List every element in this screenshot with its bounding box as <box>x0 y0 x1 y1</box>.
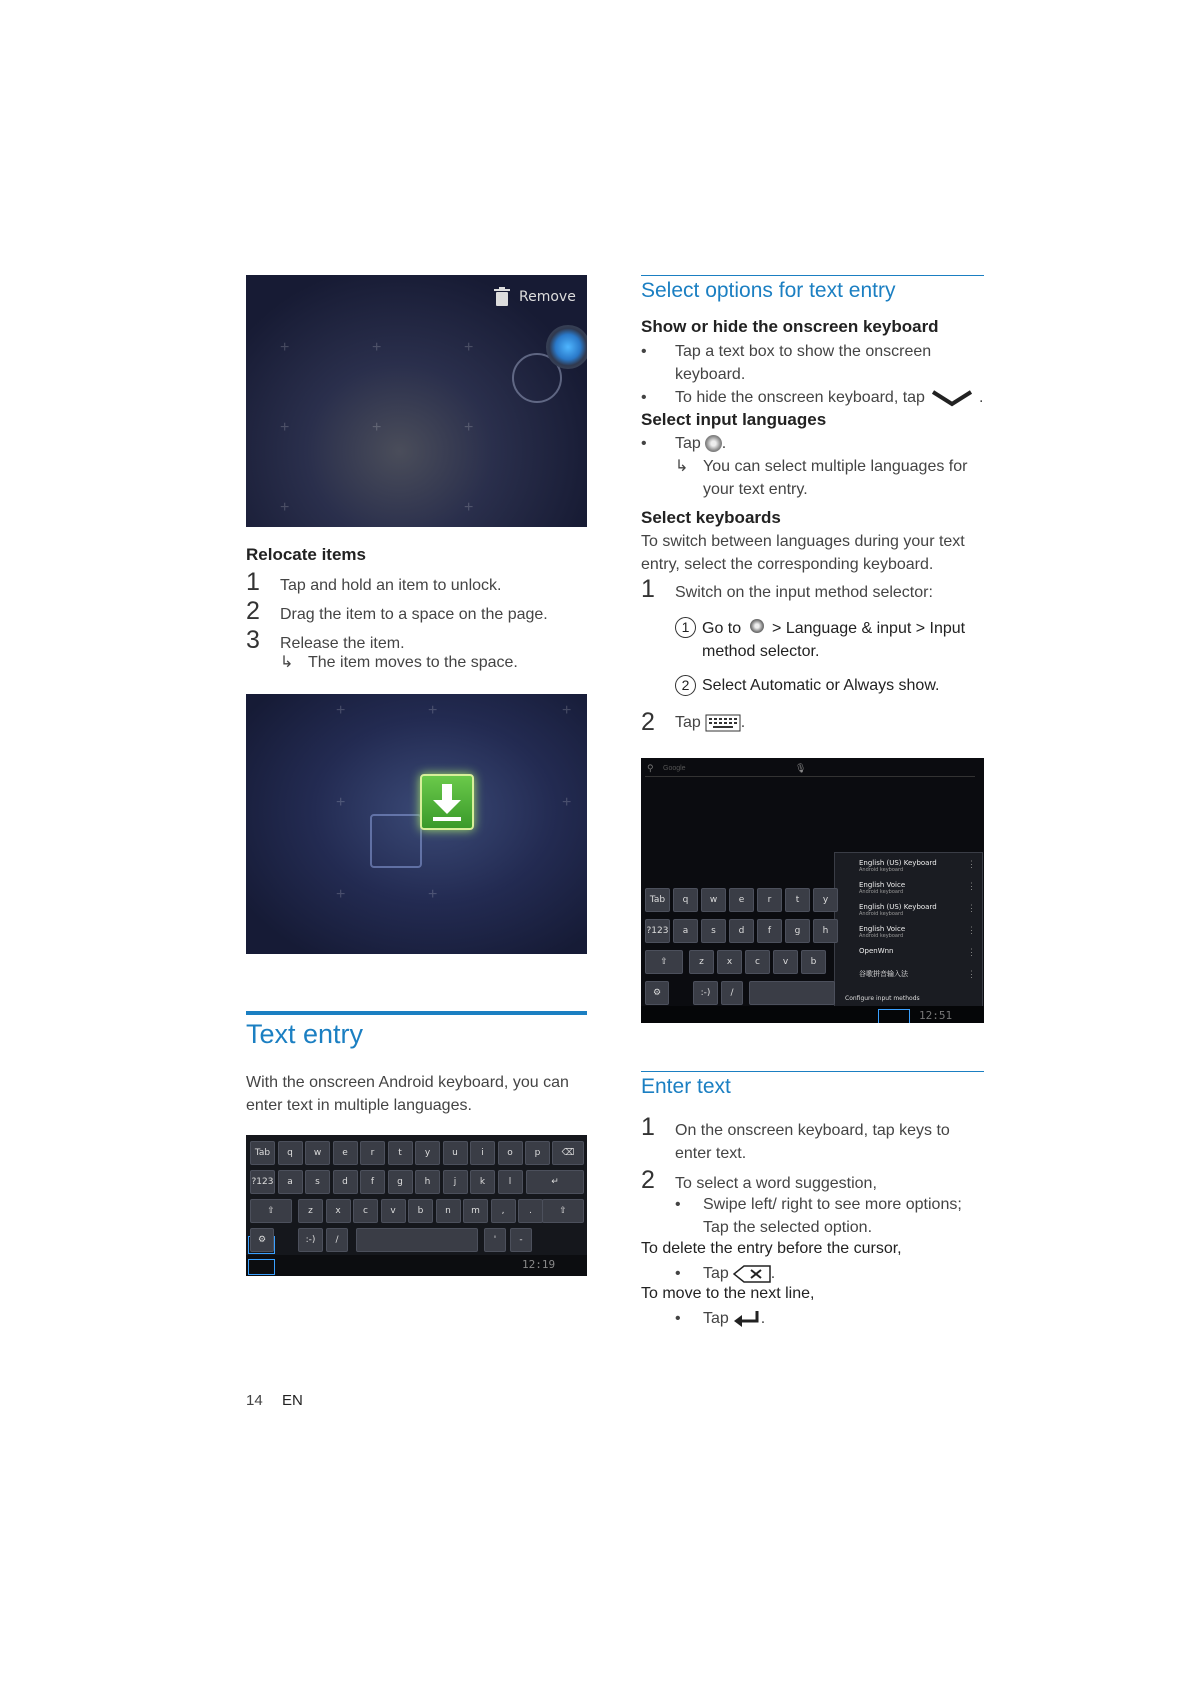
keyboard-key[interactable]: b <box>408 1199 433 1223</box>
backspace-key[interactable]: ⌫ <box>552 1141 584 1165</box>
text-entry-title: Text entry <box>246 1019 364 1049</box>
hide-key-highlight <box>248 1259 275 1275</box>
bullet-dot: • <box>675 1310 681 1327</box>
input-method-menu <box>834 852 983 1014</box>
keyboard-key[interactable]: s <box>305 1170 330 1194</box>
input-method-name: English Voice <box>859 881 906 889</box>
grid-marker: + <box>336 702 346 719</box>
grid-marker: + <box>372 339 382 356</box>
bullet-item <box>641 386 984 409</box>
keyboard-key[interactable]: Tab <box>645 888 670 912</box>
keyboard-key[interactable]: v <box>381 1199 406 1223</box>
grid-marker: + <box>428 702 438 719</box>
input-method-option[interactable] <box>859 969 908 979</box>
keyboard-switch-highlight[interactable] <box>878 1009 910 1023</box>
bullet-dot: • <box>641 389 647 406</box>
input-method-sub: Android keyboard <box>859 911 904 917</box>
grid-marker: + <box>428 886 438 903</box>
space-key[interactable] <box>356 1228 478 1252</box>
keyboard-key[interactable]: x <box>717 950 742 974</box>
home-remove-screenshot <box>246 275 587 527</box>
download-arrow-icon <box>422 776 472 828</box>
keyboard-key[interactable]: i <box>470 1141 495 1165</box>
sub-step-path: > Language & input > Input method selector. <box>702 620 966 660</box>
settings-gear-icon <box>750 619 764 633</box>
relocate-steps <box>246 568 586 674</box>
settings-slider-icon[interactable]: ⋮ <box>967 925 976 935</box>
input-method-screenshot <box>641 758 984 1023</box>
keyboards-intro: To switch between languages during your text entry, select the corresponding keyboard. <box>641 533 965 573</box>
keyboard-key[interactable]: r <box>757 888 782 912</box>
step-number: 1 <box>641 575 655 603</box>
keyboard-key[interactable]: g <box>785 919 810 943</box>
show-hide-list <box>641 340 984 409</box>
result-text: The item moves to the space. <box>308 654 518 671</box>
settings-key[interactable]: ⚙ <box>645 981 669 1005</box>
input-method-sub: Android keyboard <box>859 933 904 939</box>
bullet-result <box>675 455 984 501</box>
configure-input-methods[interactable]: Configure input methods <box>845 995 920 1002</box>
keyboard-key[interactable]: v <box>773 950 798 974</box>
step-number: 3 <box>246 626 260 654</box>
keyboard-key[interactable]: . <box>518 1199 543 1223</box>
text-entry-intro: With the onscreen Android keyboard, you can enter text in multiple languages. <box>246 1074 569 1114</box>
settings-slider-icon[interactable]: ⋮ <box>967 859 976 869</box>
empty-space-slot <box>370 814 422 868</box>
keyboard-key[interactable]: y <box>415 1141 440 1165</box>
keyboard-key[interactable]: m <box>463 1199 488 1223</box>
settings-slider-icon[interactable]: ⋮ <box>967 947 976 957</box>
grid-marker: + <box>464 339 474 356</box>
select-options-title: Select options for text entry <box>641 279 896 302</box>
step-text: Drag the item to a space on the page. <box>280 606 548 623</box>
keyboard-key[interactable]: a <box>278 1170 303 1194</box>
page-number: 14 <box>246 1392 263 1409</box>
enter-step-2-bullet <box>675 1193 985 1239</box>
keyboard-key[interactable]: Tab <box>250 1141 275 1165</box>
delete-bullet <box>675 1262 775 1285</box>
grid-marker: + <box>372 419 382 436</box>
keyboard-key[interactable]: c <box>745 950 770 974</box>
bullet-text: To hide the onscreen keyboard, tap <box>675 389 925 406</box>
keyboard-key[interactable]: h <box>813 919 838 943</box>
section-rule <box>641 1071 984 1072</box>
keyboard-key[interactable]: s <box>701 919 726 943</box>
step-text: Tap and hold an item to unlock. <box>280 577 502 594</box>
mic-icon: 🎙 <box>795 763 807 773</box>
settings-key[interactable]: ⚙ <box>250 1228 274 1252</box>
settings-slider-icon[interactable]: ⋮ <box>967 903 976 913</box>
step-text: Release the item. <box>280 635 405 652</box>
input-method-name: English Voice <box>859 925 906 933</box>
keyboard-step-1 <box>641 575 933 604</box>
sub-step-go: Go to <box>702 620 742 637</box>
step-suffix: . <box>740 714 746 731</box>
step-text: Switch on the input method selector: <box>675 584 933 601</box>
step-text: On the onscreen keyboard, tap keys to enter text. <box>675 1122 950 1162</box>
step-item <box>246 597 586 626</box>
keyboard-key[interactable]: q <box>673 888 698 912</box>
keyboard-key[interactable]: / <box>326 1228 348 1252</box>
next-line-text: To move to the next line, <box>641 1285 815 1302</box>
step-number: 1 <box>246 568 260 596</box>
bullet-text: Tap <box>703 1310 729 1327</box>
keyboard-key[interactable]: h <box>415 1170 440 1194</box>
keyboard-key[interactable]: t <box>388 1141 413 1165</box>
trash-icon <box>494 287 510 307</box>
circle-number: 1 <box>675 617 696 638</box>
input-lang-list <box>641 432 984 501</box>
keyboard-key[interactable]: a <box>673 919 698 943</box>
input-method-name: OpenWnn <box>859 947 894 955</box>
shift-key[interactable]: ⇧ <box>645 950 683 974</box>
bullet-suffix: . <box>978 389 984 406</box>
search-icon: ⚲ <box>647 763 654 773</box>
keyboard-key[interactable]: ' <box>484 1228 506 1252</box>
input-method-name: English (US) Keyboard <box>859 859 937 867</box>
grid-marker: + <box>280 419 290 436</box>
keyboard-key[interactable]: e <box>729 888 754 912</box>
enter-step-2 <box>641 1166 877 1195</box>
keyboard-icon <box>705 714 741 732</box>
input-method-name: 谷歌拼音输入法 <box>859 970 908 978</box>
step-number: 1 <box>641 1113 655 1141</box>
keyboard-key[interactable]: q <box>278 1141 303 1165</box>
keyboard-key[interactable]: , <box>491 1199 516 1223</box>
clock: 12:19 <box>522 1258 556 1271</box>
grid-marker: + <box>280 339 290 356</box>
search-bar[interactable] <box>645 762 975 777</box>
remove-label: Remove <box>519 289 576 305</box>
keyboard-key[interactable]: w <box>701 888 726 912</box>
grid-marker: + <box>464 499 474 516</box>
relocate-title: Relocate items <box>246 545 366 564</box>
keyboard-key[interactable]: n <box>436 1199 461 1223</box>
keyboard-key[interactable]: w <box>305 1141 330 1165</box>
sub-step-text <box>702 617 977 663</box>
keyboard-key[interactable]: - <box>510 1228 532 1252</box>
backspace-icon <box>733 1265 771 1283</box>
shift-key[interactable]: ⇧ <box>250 1199 292 1223</box>
grid-marker: + <box>336 794 346 811</box>
keyboard-step-2 <box>641 708 745 737</box>
keyboard-key[interactable]: d <box>729 919 754 943</box>
clock: 12:51 <box>919 1009 953 1022</box>
chevron-down-icon <box>931 389 973 407</box>
enter-step-1 <box>641 1113 984 1165</box>
shift-key[interactable]: ⇧ <box>542 1199 584 1223</box>
sub-step-1 <box>675 617 985 663</box>
settings-slider-icon[interactable]: ⋮ <box>967 969 976 979</box>
grid-marker: + <box>562 794 572 811</box>
grid-marker: + <box>562 702 572 719</box>
keyboard-key[interactable]: / <box>721 981 743 1005</box>
enter-key[interactable]: ↵ <box>526 1170 584 1194</box>
keyboard-key[interactable]: f <box>360 1170 385 1194</box>
keyboard-key[interactable]: x <box>326 1199 351 1223</box>
keyboard-key[interactable]: z <box>689 950 714 974</box>
bullet-text: Swipe left/ right to see more options; Tap the selected option. <box>703 1196 962 1236</box>
keyboard-key[interactable]: z <box>298 1199 323 1223</box>
keyboard-key[interactable]: d <box>333 1170 358 1194</box>
keyboard-key[interactable]: j <box>443 1170 468 1194</box>
input-lang-title: Select input languages <box>641 410 827 429</box>
keyboard-key[interactable]: b <box>801 950 826 974</box>
input-method-option[interactable] <box>859 881 905 895</box>
bullet-suffix: . <box>721 435 727 452</box>
input-method-option[interactable] <box>859 947 894 955</box>
keyboard-key[interactable]: ?123 <box>250 1170 275 1194</box>
bullet-dot: • <box>641 435 647 452</box>
step-item <box>246 568 586 597</box>
bullet-text: Tap <box>675 435 701 452</box>
step-text: Tap <box>675 714 701 731</box>
keyboard-key[interactable]: f <box>757 919 782 943</box>
keyboard-key[interactable]: t <box>785 888 810 912</box>
sub-step-2 <box>675 675 939 696</box>
bullet-dot: • <box>675 1196 681 1213</box>
grid-marker: + <box>464 419 474 436</box>
keyboard-key[interactable]: y <box>813 888 838 912</box>
result-arrow-icon: ↳ <box>280 654 294 671</box>
settings-slider-icon[interactable]: ⋮ <box>967 881 976 891</box>
bullet-text: Tap <box>703 1265 729 1282</box>
bullet-dot: • <box>641 343 647 360</box>
keyboard-key[interactable]: o <box>498 1141 523 1165</box>
settings-gear-icon <box>705 435 722 452</box>
download-app-icon[interactable] <box>420 774 474 830</box>
bullet-suffix: . <box>760 1310 766 1327</box>
bullet-suffix: . <box>770 1265 776 1282</box>
step-text: To select a word suggestion, <box>675 1175 877 1192</box>
input-method-option[interactable] <box>859 859 937 873</box>
show-hide-title: Show or hide the onscreen keyboard <box>641 317 939 336</box>
keyboard-key[interactable]: :-) <box>298 1228 323 1252</box>
search-input[interactable]: Google <box>663 765 686 772</box>
keyboards-title: Select keyboards <box>641 508 781 527</box>
step-number: 2 <box>246 597 260 625</box>
section-rule <box>641 275 984 276</box>
keyboard-key[interactable]: :-) <box>693 981 718 1005</box>
input-method-option[interactable] <box>859 903 937 917</box>
dragged-app-icon[interactable] <box>546 325 587 369</box>
input-method-sub: Android keyboard <box>859 867 904 873</box>
step-number: 2 <box>641 708 655 736</box>
circle-number: 2 <box>675 675 696 696</box>
bullet-dot: • <box>675 1265 681 1282</box>
input-method-sub: Android keyboard <box>859 889 904 895</box>
input-method-name: English (US) Keyboard <box>859 903 937 911</box>
bullet-item <box>641 340 984 386</box>
keyboard-key[interactable]: e <box>333 1141 358 1165</box>
keyboard-key[interactable]: g <box>388 1170 413 1194</box>
language-code: EN <box>282 1392 303 1409</box>
keyboard-key[interactable]: r <box>360 1141 385 1165</box>
step-number: 2 <box>641 1166 655 1194</box>
keyboard-key[interactable]: l <box>498 1170 523 1194</box>
bullet-text: Tap a text box to show the onscreen keyboard. <box>675 343 932 383</box>
next-line-bullet <box>675 1307 765 1330</box>
input-method-option[interactable] <box>859 925 905 939</box>
keyboard-key[interactable]: p <box>525 1141 550 1165</box>
sub-step-text: Select Automatic or Always show. <box>702 676 940 694</box>
relocate-screenshot <box>246 694 587 954</box>
step-item <box>246 626 586 654</box>
keyboard-key[interactable]: u <box>443 1141 468 1165</box>
step-result <box>280 651 586 674</box>
space-key[interactable] <box>749 981 835 1005</box>
bullet-item <box>641 432 984 455</box>
result-text: You can select multiple languages for your text entry. <box>703 458 968 498</box>
keyboard-key[interactable]: k <box>470 1170 495 1194</box>
grid-marker: + <box>336 886 346 903</box>
enter-key-icon <box>733 1310 761 1328</box>
delete-text: To delete the entry before the cursor, <box>641 1240 902 1257</box>
grid-marker: + <box>280 499 290 516</box>
result-arrow-icon: ↳ <box>675 458 689 475</box>
keyboard-key[interactable]: c <box>353 1199 378 1223</box>
remove-target[interactable] <box>494 287 576 307</box>
enter-text-title: Enter text <box>641 1075 731 1098</box>
android-keyboard-screenshot <box>246 1135 587 1276</box>
section-rule <box>246 1011 587 1015</box>
keyboard-key[interactable]: ?123 <box>645 919 670 943</box>
